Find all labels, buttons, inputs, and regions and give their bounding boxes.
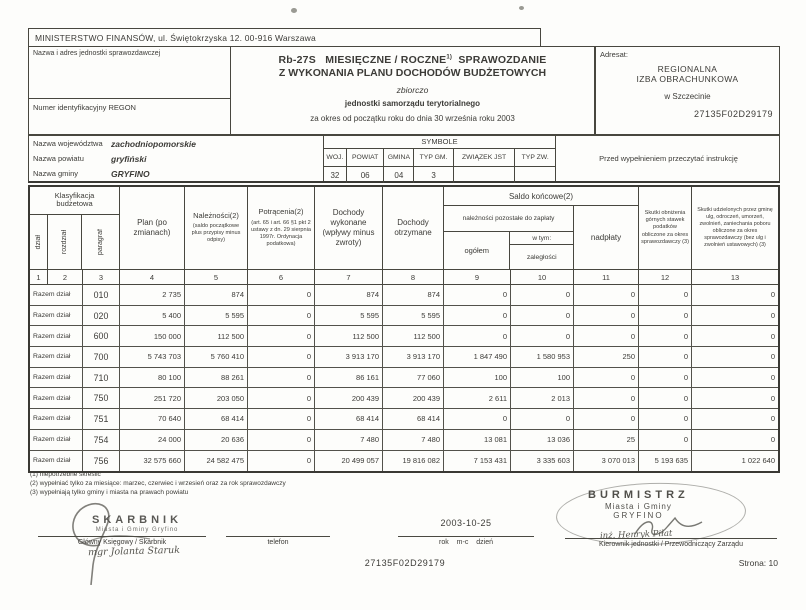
symbole-title: SYMBOLE <box>324 136 555 149</box>
symbole-header: POWIAT <box>347 149 385 166</box>
table-row <box>30 368 778 389</box>
col-dzial-label: dział <box>34 234 42 250</box>
row-label: Razem dział <box>30 409 83 429</box>
naleznosci-note: (saldo początkowe plus przypisy minus odpisy) <box>191 223 241 244</box>
adresat-label: Adresat: <box>600 50 628 59</box>
row-value: 0 <box>639 368 692 388</box>
unit-name-label: Nazwa i adres jednostki sprawozdawczej <box>29 47 230 99</box>
sig-left-handwritten-name: mgr Jolanta Staruk <box>87 544 181 559</box>
row-value: 5 760 410 <box>185 347 248 367</box>
row-value: 0 <box>639 326 692 346</box>
table-header <box>30 187 778 270</box>
regon-label: Numer identyfikacyjny REGON <box>33 103 136 112</box>
symbole-value-row <box>324 166 555 183</box>
adresat-code: 27135F02D29179 <box>693 109 773 119</box>
col-ogolem: ogółem <box>444 232 510 269</box>
skarbnik-stamp-subtitle: Miasta i Gminy Gryfino <box>95 527 179 533</box>
form-code: Rb-27S <box>278 54 316 66</box>
row-value: 24 582 475 <box>185 451 248 472</box>
row-value: 0 <box>574 326 639 346</box>
row-value: 0 <box>248 451 315 472</box>
row-value: 874 <box>315 285 383 305</box>
form-title-tail: SPRAWOZDANIE <box>458 54 547 66</box>
row-value: 0 <box>770 414 775 424</box>
row-value: 112 500 <box>383 326 444 346</box>
row-value: 0 <box>574 306 639 326</box>
date-line <box>398 536 534 537</box>
row-value: 0 <box>770 331 775 341</box>
col-rozdzial <box>48 215 83 269</box>
row-value: 3 913 170 <box>383 347 444 367</box>
region-row-gmina <box>29 166 323 181</box>
row-label: Razem dział <box>30 285 83 305</box>
row-value: 0 <box>444 409 511 429</box>
table-body <box>30 285 778 471</box>
symbole-value <box>515 167 555 183</box>
row-value: 200 439 <box>383 388 444 408</box>
symbole-value <box>454 167 515 183</box>
row-value: 77 060 <box>383 368 444 388</box>
footnote-2: (2) wypełniać tylko za miesiące: marzec, czerwiec i wrzesień oraz za rok sprawozdawczy <box>30 479 286 487</box>
row-value: 5 743 703 <box>120 347 185 367</box>
adresat-line1: REGIONALNA <box>657 64 718 74</box>
row-value: 250 <box>574 347 639 367</box>
row-value: 0 <box>444 306 511 326</box>
row-dzial: 750 <box>83 388 120 408</box>
form-title-line1 <box>231 54 594 66</box>
ministry-header <box>28 28 541 47</box>
wojewodztwo-value: zachodniopomorskie <box>111 138 197 149</box>
row-label: Razem dział <box>30 326 83 346</box>
row-value: 20 636 <box>185 430 248 450</box>
row-value: 0 <box>574 285 639 305</box>
col-nadplaty: nadpłaty <box>590 233 622 242</box>
row-value: 0 <box>574 368 639 388</box>
table-row <box>30 326 778 347</box>
burmistrz-stamp-line3: GRYFINO <box>613 511 664 520</box>
wojewodztwo-label: Nazwa województwa <box>33 139 103 148</box>
symbole-value: 32 <box>324 167 347 183</box>
date-format-label: rok m-c dzień <box>438 539 493 546</box>
ministry-text: MINISTERSTWO FINANSÓW, ul. Świętokrzyska 12. 00-916 Warszawa <box>35 33 316 43</box>
row-value: 0 <box>511 326 574 346</box>
col-number: 8 <box>383 270 444 284</box>
row-dzial: 710 <box>83 368 120 388</box>
column-number-row <box>30 270 778 285</box>
table-row <box>30 430 778 451</box>
col-potracenia <box>248 187 315 269</box>
row-value: 68 414 <box>315 409 383 429</box>
form-title-box <box>230 46 595 135</box>
symbole-header-row <box>324 149 555 166</box>
row-value: 0 <box>770 311 775 321</box>
wtym-label: w tym: <box>510 232 573 245</box>
powiat-label: Nazwa powiatu <box>33 154 84 163</box>
row-value: 0 <box>770 290 775 300</box>
col-saldo-koncowe <box>444 187 639 269</box>
row-value: 5 595 <box>383 306 444 326</box>
table-row <box>30 409 778 430</box>
telefon-line <box>226 536 330 537</box>
klasyfikacja-title: Klasyfikacja budżetowa <box>30 187 119 215</box>
col-skutki-obnizenia: Skutki obniżenia górnych stawek podatków obliczone za okres sprawozdawczy (3) <box>639 187 692 269</box>
row-value: 5 400 <box>120 306 185 326</box>
row-value: 5 193 635 <box>639 451 692 472</box>
form-title-mid: MIESIĘCZNE / ROCZNE <box>325 54 447 66</box>
row-value: 2 735 <box>120 285 185 305</box>
row-value: 251 720 <box>120 388 185 408</box>
row-value: 1 847 490 <box>444 347 511 367</box>
telefon-label: telefon <box>267 539 289 546</box>
footnote-1: (1) niepotrzebne skreślić <box>30 471 101 478</box>
row-value: 0 <box>574 409 639 429</box>
row-value: 88 261 <box>185 368 248 388</box>
row-label: Razem dział <box>30 451 83 472</box>
col-rozdzial-label: rozdział <box>61 229 69 254</box>
col-skutki-ulg: Skutki udzielonych przez gminę ulg, odroczeń, umorzeń, zwolnień, zaniechania poboru obliczone za okres sprawozdawczy (bez ulg i zwolnień ustawowych) (3) <box>697 206 773 249</box>
row-dzial: 754 <box>83 430 120 450</box>
row-value: 3 913 170 <box>315 347 383 367</box>
row-value: 0 <box>770 435 775 445</box>
row-label: Razem dział <box>30 306 83 326</box>
symbole-header: WOJ. <box>324 149 347 166</box>
row-value: 3 070 013 <box>574 451 639 472</box>
col-number: 1 <box>30 270 48 284</box>
row-dzial: 600 <box>83 326 120 346</box>
row-label: Razem dział <box>30 388 83 408</box>
saldo-naleznosci-label: należności pozostałe do zapłaty <box>444 206 573 232</box>
row-value: 70 640 <box>120 409 185 429</box>
col-number: 6 <box>248 270 315 284</box>
col-dochody-wykonane: Dochody wykonane (wpływy minus zwroty) <box>315 187 383 269</box>
row-value: 19 816 082 <box>383 451 444 472</box>
col-zaleglosci: zaległości <box>526 253 557 261</box>
row-value: 86 161 <box>315 368 383 388</box>
row-value: 7 480 <box>383 430 444 450</box>
col-paragraf <box>82 215 119 269</box>
row-value: 0 <box>639 430 692 450</box>
footnotes <box>30 471 286 497</box>
row-value: 0 <box>770 373 775 383</box>
row-value: 0 <box>248 306 315 326</box>
signature-line-right <box>565 538 777 539</box>
row-value: 0 <box>574 388 639 408</box>
main-table <box>28 185 780 473</box>
row-value: 13 081 <box>444 430 511 450</box>
col-number: 2 <box>48 270 83 284</box>
symbole-header: GMINA <box>384 149 414 166</box>
row-value: 0 <box>248 368 315 388</box>
row-value: 5 595 <box>315 306 383 326</box>
row-value: 2 013 <box>511 388 574 408</box>
region-names <box>29 136 323 181</box>
col-number: 13 <box>730 272 740 282</box>
row-value: 0 <box>639 306 692 326</box>
document-code: 27135F02D29179 <box>364 558 446 568</box>
row-value: 874 <box>383 285 444 305</box>
report-period: za okres od początku roku do dnia 30 września roku 2003 <box>310 114 515 123</box>
row-value: 1 022 640 <box>741 456 775 466</box>
instruction-note: Przed wypełnieniem przeczytać instrukcję <box>599 154 738 163</box>
symbole-value: 04 <box>384 167 414 183</box>
symbole-header: TYP ZW. <box>521 154 549 161</box>
col-number: 10 <box>511 270 574 284</box>
col-number: 5 <box>185 270 248 284</box>
row-value: 0 <box>639 409 692 429</box>
burmistrz-stamp-title: BURMISTRZ <box>588 489 689 501</box>
row-dzial: 010 <box>83 285 120 305</box>
row-value: 68 414 <box>383 409 444 429</box>
row-value: 0 <box>248 285 315 305</box>
col-number: 9 <box>444 270 511 284</box>
col-number: 11 <box>574 270 639 284</box>
row-value: 0 <box>511 285 574 305</box>
row-dzial: 756 <box>83 451 120 472</box>
row-value: 0 <box>248 409 315 429</box>
row-dzial: 700 <box>83 347 120 367</box>
region-row-powiat <box>29 151 323 166</box>
footnote-3: (3) wypełniają tylko gminy i miasta na prawach powiatu <box>30 488 189 496</box>
symbole-value: 3 <box>414 167 454 183</box>
footnote-ref-1: 1) <box>446 54 453 61</box>
table-row <box>30 285 778 306</box>
sig-left-label: Główny Księgowy / Skarbnik <box>77 539 167 546</box>
row-value: 112 500 <box>185 326 248 346</box>
symbole-table <box>323 136 556 181</box>
scan-artifact-dot <box>291 8 297 13</box>
row-value: 2 611 <box>444 388 511 408</box>
table-row <box>30 347 778 368</box>
scan-artifact-dot <box>519 6 524 10</box>
form-subtitle-bold: jednostki samorządu terytorialnego <box>344 99 481 108</box>
row-value: 24 000 <box>120 430 185 450</box>
row-label: Razem dział <box>30 368 83 388</box>
row-value: 13 036 <box>511 430 574 450</box>
adresat-box <box>595 46 780 135</box>
sig-right-handwritten-name: inż. Henryk Piłat <box>599 528 673 542</box>
row-value: 0 <box>248 326 315 346</box>
row-label: Razem dział <box>30 347 83 367</box>
naleznosci-label: Należności(2) <box>193 210 239 220</box>
row-value: 203 050 <box>185 388 248 408</box>
table-row <box>30 388 778 409</box>
row-value: 112 500 <box>315 326 383 346</box>
col-plan: Plan (po zmianach) <box>120 187 185 269</box>
col-number: 4 <box>120 270 185 284</box>
row-value: 0 <box>248 347 315 367</box>
row-label: Razem dział <box>30 430 83 450</box>
col-naleznosci <box>185 187 248 269</box>
report-date: 2003-10-25 <box>440 518 492 528</box>
row-value: 20 499 057 <box>315 451 383 472</box>
skarbnik-stamp <box>92 514 182 533</box>
row-value: 0 <box>511 409 574 429</box>
region-symbols-block <box>28 135 780 183</box>
adresat-city: w Szczecinie <box>664 92 711 101</box>
row-value: 100 <box>511 368 574 388</box>
skarbnik-stamp-title: SKARBNIK <box>92 514 183 526</box>
row-value: 0 <box>444 326 511 346</box>
row-value: 7 480 <box>315 430 383 450</box>
row-value: 32 575 660 <box>120 451 185 472</box>
gmina-value: GRYFINO <box>111 168 150 179</box>
symbole-header: ZWIĄZEK JST <box>454 149 515 166</box>
col-klasyfikacja <box>30 187 120 269</box>
row-value: 1 580 953 <box>511 347 574 367</box>
row-value: 0 <box>511 306 574 326</box>
row-value: 100 <box>444 368 511 388</box>
row-dzial: 020 <box>83 306 120 326</box>
form-title-line2: Z WYKONANIA PLANU DOCHODÓW BUDŻETOWYCH <box>278 67 547 79</box>
col-number: 3 <box>83 270 120 284</box>
powiat-value: gryfiński <box>111 153 147 164</box>
row-value: 25 <box>574 430 639 450</box>
col-dzial <box>30 215 48 269</box>
col-number: 12 <box>639 270 692 284</box>
row-value: 0 <box>639 388 692 408</box>
row-value: 68 414 <box>185 409 248 429</box>
row-value: 0 <box>444 285 511 305</box>
table-row <box>30 451 778 472</box>
signature-line-left <box>38 536 206 537</box>
reporting-unit-box <box>28 46 230 135</box>
row-value: 0 <box>639 285 692 305</box>
row-value: 7 153 431 <box>444 451 511 472</box>
row-value: 874 <box>185 285 248 305</box>
row-value: 0 <box>248 430 315 450</box>
row-value: 0 <box>770 393 775 403</box>
symbole-header: TYP GM. <box>414 149 454 166</box>
region-row-wojewodztwo <box>29 136 323 151</box>
table-row <box>30 306 778 327</box>
col-paragraf-label: paragraf <box>97 228 105 255</box>
adresat-line2: IZBA OBRACHUNKOWA <box>636 74 739 84</box>
col-dochody-otrzymane: Dochody otrzymane <box>383 187 444 269</box>
page-number: Strona: 10 <box>738 558 778 568</box>
row-value: 80 100 <box>120 368 185 388</box>
symbole-value: 06 <box>347 167 385 183</box>
form-subtitle-italic: zbiorczo <box>396 85 429 95</box>
row-value: 0 <box>639 347 692 367</box>
row-dzial: 751 <box>83 409 120 429</box>
saldo-title: Saldo końcowe(2) <box>444 187 638 206</box>
gmina-label: Nazwa gminy <box>33 169 79 178</box>
row-value: 3 335 603 <box>511 451 574 472</box>
sig-right-label: Kierownik jednostki / Przewodniczący Zarządu <box>599 541 743 548</box>
row-value: 150 000 <box>120 326 185 346</box>
potracenia-note: (art. 65 i art. 66 §1 pkt 2 ustawy z dn. 29 sierpnia 1997r. Ordynacja podatkowa) <box>250 219 311 247</box>
row-value: 0 <box>770 352 775 362</box>
col-number: 7 <box>315 270 383 284</box>
burmistrz-stamp-line2: Miasta i Gminy <box>604 502 672 511</box>
row-value: 5 595 <box>185 306 248 326</box>
potracenia-label: Potrącenia(2) <box>258 207 304 217</box>
row-value: 200 439 <box>315 388 383 408</box>
row-value: 0 <box>248 388 315 408</box>
